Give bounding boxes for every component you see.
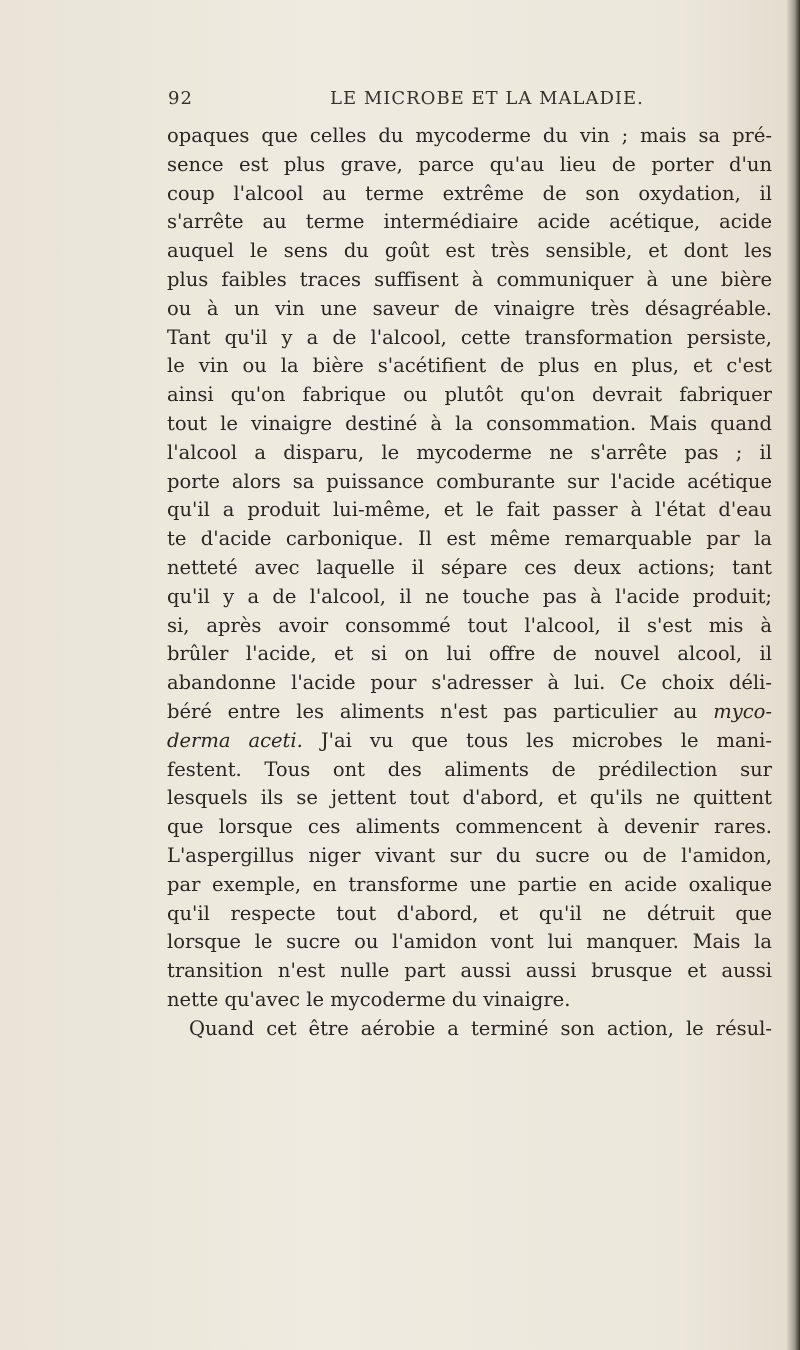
text-line: festent. Tous ont des aliments de prédilection sur [167, 757, 772, 781]
text-line: lorsque le sucre ou l'amidon vont lui manquer. Mais la [167, 930, 772, 954]
text-line: par exemple, en transforme une partie en acide oxalique [167, 872, 772, 896]
italic-term: myco- [713, 699, 772, 723]
italic-term: derma aceti. [167, 728, 303, 752]
text-line: transition n'est nulle part aussi aussi brusque et aussi [167, 959, 772, 983]
text-line: te d'acide carbonique. Il est même remarquable par la [167, 527, 772, 551]
text-line: sence est plus grave, parce qu'au lieu de porter d'un [167, 152, 772, 176]
paragraph-end-line: nette qu'avec le mycoderme du vinaigre. [167, 987, 571, 1011]
text-line: L'aspergillus niger vivant sur du sucre ou de l'amidon, [167, 843, 772, 867]
page-number: 92 [168, 88, 193, 109]
text-run: J'ai vu que tous les microbes le mani- [302, 728, 772, 752]
text-line: abandonne l'acide pour s'adresser à lui. Ce choix déli- [167, 671, 772, 695]
text-line: Tant qu'il y a de l'alcool, cette transformation persiste, [167, 325, 772, 349]
running-head [168, 88, 768, 112]
text-line [167, 698, 772, 727]
paragraph-start-line: Quand cet être aérobie a terminé son action, le résul- [189, 1016, 772, 1040]
text-line: netteté avec laquelle il sépare ces deux actions; tant [167, 555, 772, 579]
text-line: auquel le sens du goût est très sensible, et dont les [167, 239, 772, 263]
text-line: si, après avoir consommé tout l'alcool, il s'est mis à [167, 613, 772, 637]
text-line: brûler l'acide, et si on lui offre de nouvel alcool, il [167, 642, 772, 666]
text-line: porte alors sa puissance comburante sur l'acide acétique [167, 469, 772, 493]
text-line: ainsi qu'on fabrique ou plutôt qu'on devrait fabriquer [167, 383, 772, 407]
page-edge-shadow [786, 0, 800, 1350]
running-title: LE MICROBE ET LA MALADIE. [330, 88, 644, 109]
text-run: béré entre les aliments n'est pas particulier au [167, 699, 714, 723]
text-line: qu'il y a de l'alcool, il ne touche pas à l'acide produit; [167, 584, 772, 608]
text-line: l'alcool a disparu, le mycoderme ne s'arrête pas ; il [167, 440, 772, 464]
text-line: plus faibles traces suffisent à communiquer à une bière [167, 267, 772, 291]
text-line: s'arrête au terme intermédiaire acide acétique, acide [167, 210, 772, 234]
text-line: qu'il respecte tout d'abord, et qu'il ne détruit que [167, 901, 772, 925]
text-line [167, 727, 772, 756]
text-line: tout le vinaigre destiné à la consommation. Mais quand [167, 411, 772, 435]
text-line: opaques que celles du mycoderme du vin ; mais sa pré- [167, 124, 772, 147]
text-line: qu'il a produit lui-même, et le fait passer à l'état d'eau [167, 498, 772, 522]
text-line: que lorsque ces aliments commencent à devenir rares. [167, 815, 772, 839]
text-line: ou à un vin une saveur de vinaigre très désagréable. [167, 296, 772, 320]
text-line: le vin ou la bière s'acétifient de plus en plus, et c'est [167, 354, 772, 378]
body-text [167, 122, 772, 1044]
text-line: lesquels ils se jettent tout d'abord, et qu'ils ne quittent [167, 786, 772, 810]
text-line: coup l'alcool au terme extrême de son oxydation, il [167, 181, 772, 205]
